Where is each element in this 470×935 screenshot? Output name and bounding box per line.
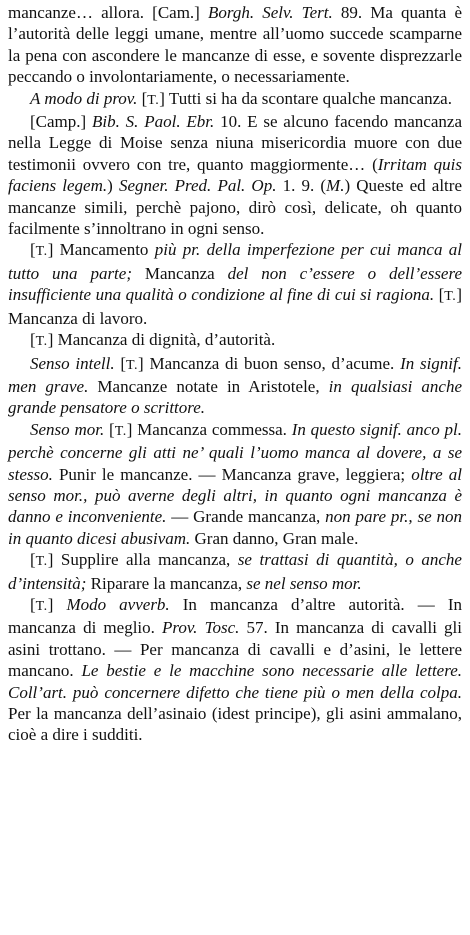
text-run: Irritam quis faciens legem.: [8, 154, 462, 196]
text-run: Segner. Pred. Pal. Op.: [118, 176, 277, 196]
text-run: In mancanza d’altre autorità. — In mancanza di meglio.: [8, 594, 462, 638]
text-run: ] Mancanza di lavoro.: [8, 285, 462, 328]
paragraph-5: [8, 329, 462, 352]
text-run: Mancanze notate in Aristotele,: [88, 376, 329, 396]
text-run: ] Tutti si ha da scontare qualche mancanza.: [159, 88, 452, 108]
paragraph-4: [8, 239, 462, 329]
paragraph-3: [8, 111, 462, 239]
text-run: ] Mancanza di dignità, d’autorità.: [47, 330, 276, 350]
text-run: ] Mancanza commessa.: [126, 419, 292, 439]
text-run: Borgh. Selv. Tert.: [207, 3, 333, 22]
text-run: [: [30, 594, 36, 614]
text-run: In signif. men grave.: [8, 353, 463, 396]
text-run: mancanze… allora. [Cam.]: [8, 3, 208, 22]
text-run: In questo signif. anco pl. perchè concerne gli atti ne’ quali l’uomo manca al dovere, a se stesso.: [8, 419, 463, 484]
text-run: se nel senso mor.: [246, 573, 362, 593]
text-run: — Grande mancanza,: [166, 507, 326, 527]
text-run: ] Mancanza di buon senso, d’acume.: [138, 353, 401, 373]
text-run: 1. 9. (: [276, 176, 327, 196]
paragraph-9: [8, 594, 462, 746]
text-run: 10. E se alcuno facendo mancanza nella Legge di Moise senza niuna misericordia muore con due testimonii ovvero con tre, quanto maggiormente… (: [8, 112, 462, 174]
text-run: [: [30, 550, 36, 570]
text-run: oltre al senso mor., può averne degli altri, in quanto ogni mancanza è danno e inconveniente.: [8, 464, 462, 527]
text-run: Senso mor.: [30, 419, 105, 439]
text-run: M.: [326, 176, 345, 196]
paragraph-7: [8, 419, 462, 549]
text-run: T.: [126, 357, 139, 373]
text-run: Gran danno, Gran male.: [190, 528, 359, 548]
text-run: T.: [147, 92, 160, 108]
paragraph-1: [8, 2, 462, 88]
text-run: Le bestie e le macchine sono necessarie alle lettere. Coll’art. può concernere difetto che tiene più o men della colpa.: [8, 661, 462, 702]
text-run: ]: [47, 594, 67, 614]
text-run: in qualsiasi anche grande pensatore o scrittore.: [8, 376, 463, 418]
text-run: [: [434, 285, 445, 305]
text-run: ): [107, 176, 119, 196]
text-run: [Camp.]: [30, 112, 92, 132]
text-run: Mancanza: [132, 263, 228, 283]
text-run: Prov. Tosc.: [162, 618, 240, 638]
text-run: Bib. S. Paol. Ebr.: [92, 112, 215, 132]
text-run: se trattasi di quantità, o anche d’intensità;: [8, 550, 462, 593]
text-run: 89. Ma quanta è l’autorità delle leggi umane, mentre all’uomo succede scamparne la pena con ascondere le mancanze di esse, e sovente disprezzarle peccando o involontariamente, o necessariamente.: [8, 3, 463, 87]
text-run: ) Queste ed altre mancanze simili, perchè pajono, dirò così, delicate, oh quanto facilmente s’innoltrano in ogni senso.: [8, 176, 462, 239]
text-run: [: [137, 88, 148, 108]
text-run: T.: [35, 244, 48, 260]
text-run: non pare pr., se non in quanto dicesi abusivam.: [8, 507, 462, 548]
text-run: del non c’essere o dell’essere insufficiente una qualità o condizione al fine di cui si ragiona.: [8, 263, 463, 305]
text-run: T.: [35, 598, 48, 614]
paragraph-2: [8, 88, 462, 111]
text-run: ] Mancamento: [47, 240, 155, 260]
text-run: Per la mancanza dell’asinaio (idest principe), gli asini ammalano, cioè a dire i sudditi.: [8, 704, 462, 745]
text-run: T.: [35, 334, 48, 350]
text-run: [: [114, 353, 127, 373]
text-run: A modo di prov.: [30, 88, 138, 108]
text-run: Riparare la mancanza,: [86, 573, 247, 593]
text-run: T.: [114, 423, 127, 439]
text-run: 57. In mancanza di cavalli gli asini trottano. — Per mancanza di cavalli e d’asini, le lettere mancano.: [8, 618, 462, 681]
text-run: [: [30, 330, 36, 350]
paragraph-6: [8, 353, 462, 419]
text-run: più pr. della imperfezione per cui manca al tutto una parte;: [8, 240, 462, 283]
text-run: [: [30, 240, 36, 260]
text-run: Punir le mancanze. — Mancanza grave, leggiera;: [52, 464, 412, 484]
text-run: Senso intell.: [30, 353, 115, 373]
text-run: T.: [444, 289, 457, 305]
text-run: ] Supplire alla mancanza,: [47, 550, 238, 570]
text-run: [: [104, 419, 115, 439]
paragraph-8: [8, 549, 462, 594]
text-run: Modo avverb.: [66, 594, 170, 614]
text-run: T.: [35, 554, 48, 570]
